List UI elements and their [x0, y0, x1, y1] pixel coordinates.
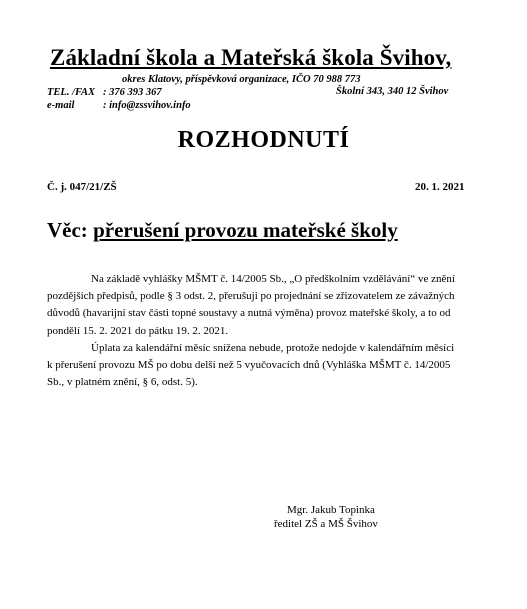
document-date: 20. 1. 2021: [415, 181, 465, 193]
school-subtitle: okres Klatovy, příspěvková organizace, IČO 70 988 773: [122, 74, 361, 85]
body-line: pondělí 15. 2. 2021 do pátku 19. 2. 2021.: [47, 324, 229, 337]
contact-block: [47, 86, 191, 112]
body-line: Na základě vyhlášky MŠMT č. 14/2005 Sb., „O předškolním vzdělávání“ ve znění: [91, 273, 455, 285]
phone-row: [47, 86, 191, 99]
body-line: důvodů (havarijní stav části topné soustavy a nutná výměna) provoz mateřské školy, a to od: [47, 307, 451, 320]
email-label: e-mail: [47, 100, 75, 111]
signature-block: [274, 503, 378, 531]
email-row: [47, 99, 191, 112]
body-text: [47, 271, 467, 391]
subject-text: přerušení provozu mateřské školy: [93, 218, 398, 242]
email-value: : info@zssvihov.info: [103, 100, 191, 111]
body-line: Úplata za kalendářní měsíc snížena nebude, protože nedojde v kalendářním měsíci: [91, 341, 455, 354]
body-line: pozdějších předpisů, podle § 3 odst. 2, přerušuji po projednání se zřizovatelem ze závažných: [47, 290, 455, 303]
reference-number: Č. j. 047/21/ZŠ: [47, 181, 117, 193]
body-line: Sb., v platném znění, § 6, odst. 5).: [47, 376, 198, 389]
subject-label: Věc:: [47, 218, 94, 242]
document-title: ROZHODNUTÍ: [177, 127, 350, 153]
subject-line: [47, 218, 398, 243]
signatory-role: ředitel ZŠ a MŠ Švihov: [274, 518, 378, 530]
school-name: Základní škola a Mateřská škola Švihov,: [50, 45, 452, 70]
signatory-name: Mgr. Jakub Topinka: [287, 504, 375, 516]
body-line: k přerušení provozu MŠ po dobu delší než 5 vyučovacích dnů (Vyhláška MŠMT č. 14/2005: [47, 359, 451, 372]
school-address: Školní 343, 340 12 Švihov: [336, 86, 449, 97]
phone-value: : 376 393 367: [103, 87, 162, 98]
phone-label: TEL. /FAX: [47, 87, 96, 98]
